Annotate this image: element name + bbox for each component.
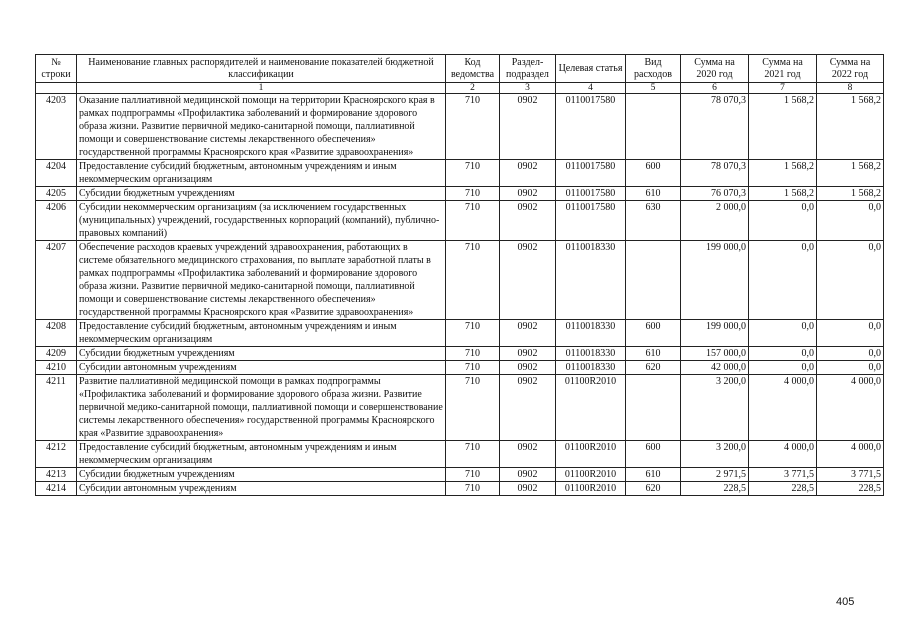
department-code-cell: 710	[446, 482, 500, 496]
header-name: Наименование главных распорядителей и наименование показателей бюджетной классификации	[77, 55, 446, 83]
expense-type-cell	[626, 375, 681, 441]
section-cell: 0902	[500, 94, 556, 160]
column-number	[36, 83, 77, 94]
section-cell: 0902	[500, 241, 556, 320]
department-code-cell: 710	[446, 201, 500, 241]
table-row	[36, 468, 884, 482]
table-row	[36, 320, 884, 347]
target-article-cell: 0110017580	[556, 94, 626, 160]
expense-type-cell: 600	[626, 160, 681, 187]
row-number-cell: 4204	[36, 160, 77, 187]
header-target-article: Целевая статья	[556, 55, 626, 83]
section-cell: 0902	[500, 441, 556, 468]
expense-type-cell: 620	[626, 482, 681, 496]
section-cell: 0902	[500, 160, 556, 187]
table-row	[36, 375, 884, 441]
section-cell: 0902	[500, 201, 556, 241]
row-number-cell: 4209	[36, 347, 77, 361]
section-cell: 0902	[500, 375, 556, 441]
table-body	[36, 83, 884, 496]
row-number-cell: 4205	[36, 187, 77, 201]
table-row	[36, 347, 884, 361]
sum-2021-cell: 0,0	[749, 347, 817, 361]
expense-type-cell: 600	[626, 320, 681, 347]
target-article-cell: 0110018330	[556, 241, 626, 320]
row-number-cell: 4212	[36, 441, 77, 468]
sum-2022-cell: 0,0	[817, 320, 884, 347]
target-article-cell: 0110018330	[556, 361, 626, 375]
row-number-cell: 4214	[36, 482, 77, 496]
header-department-code: Код ведомства	[446, 55, 500, 83]
row-number-cell: 4208	[36, 320, 77, 347]
sum-2022-cell: 4 000,0	[817, 441, 884, 468]
header-row	[36, 55, 884, 83]
department-code-cell: 710	[446, 187, 500, 201]
row-name-cell: Субсидии бюджетным учреждениям	[77, 187, 446, 201]
row-name-cell: Обеспечение расходов краевых учреждений здравоохранения, работающих в системе обязательного медицинского страхования, по выплате заработной платы в рамках подпрограммы «Профилактика заболеваний и формирование здорового образа жизни. Развитие первичной медико-санитарной помощи, паллиативной помощи и совершенствование системы лекарственного обеспечения» государственной программы Красноярского края «Развитие здравоохранения»	[77, 241, 446, 320]
column-number: 7	[749, 83, 817, 94]
sum-2022-cell: 0,0	[817, 201, 884, 241]
sum-2022-cell: 3 771,5	[817, 468, 884, 482]
table-row	[36, 482, 884, 496]
header-section: Раздел-подраздел	[500, 55, 556, 83]
department-code-cell: 710	[446, 347, 500, 361]
sum-2022-cell: 1 568,2	[817, 160, 884, 187]
sum-2021-cell: 1 568,2	[749, 94, 817, 160]
column-number: 8	[817, 83, 884, 94]
department-code-cell: 710	[446, 94, 500, 160]
department-code-cell: 710	[446, 320, 500, 347]
section-cell: 0902	[500, 361, 556, 375]
section-cell: 0902	[500, 482, 556, 496]
row-name-cell: Субсидии некоммерческим организациям (за исключением государственных (муниципальных) учреждений, государственных корпораций (компаний), публично-правовых компаний)	[77, 201, 446, 241]
row-name-cell: Субсидии бюджетным учреждениям	[77, 468, 446, 482]
sum-2020-cell: 2 971,5	[681, 468, 749, 482]
expense-type-cell: 630	[626, 201, 681, 241]
expense-type-cell: 610	[626, 187, 681, 201]
row-number-cell: 4206	[36, 201, 77, 241]
budget-table	[35, 54, 884, 496]
expense-type-cell: 610	[626, 468, 681, 482]
department-code-cell: 710	[446, 241, 500, 320]
sum-2021-cell: 228,5	[749, 482, 817, 496]
row-number-cell: 4203	[36, 94, 77, 160]
sum-2022-cell: 228,5	[817, 482, 884, 496]
expense-type-cell	[626, 241, 681, 320]
department-code-cell: 710	[446, 441, 500, 468]
expense-type-cell: 620	[626, 361, 681, 375]
sum-2022-cell: 1 568,2	[817, 94, 884, 160]
table-row	[36, 187, 884, 201]
column-number: 6	[681, 83, 749, 94]
target-article-cell: 01100R2010	[556, 482, 626, 496]
sum-2022-cell: 0,0	[817, 361, 884, 375]
target-article-cell: 0110018330	[556, 347, 626, 361]
sum-2020-cell: 42 000,0	[681, 361, 749, 375]
sum-2020-cell: 199 000,0	[681, 241, 749, 320]
sum-2021-cell: 4 000,0	[749, 375, 817, 441]
sum-2020-cell: 3 200,0	[681, 441, 749, 468]
row-name-cell: Оказание паллиативной медицинской помощи на территории Красноярского края в рамках подпрограммы «Профилактика заболеваний и формирование здорового образа жизни. Развитие первичной медико-санитарной помощи, паллиативной помощи и совершенствование системы лекарственного обеспечения» государственной программы Красноярского края «Развитие здравоохранения»	[77, 94, 446, 160]
table-row	[36, 241, 884, 320]
sum-2021-cell: 0,0	[749, 361, 817, 375]
department-code-cell: 710	[446, 361, 500, 375]
sum-2021-cell: 0,0	[749, 201, 817, 241]
row-name-cell: Субсидии автономным учреждениям	[77, 482, 446, 496]
target-article-cell: 01100R2010	[556, 375, 626, 441]
sum-2020-cell: 228,5	[681, 482, 749, 496]
column-number: 2	[446, 83, 500, 94]
sum-2022-cell: 4 000,0	[817, 375, 884, 441]
row-name-cell: Субсидии автономным учреждениям	[77, 361, 446, 375]
table-row	[36, 160, 884, 187]
department-code-cell: 710	[446, 375, 500, 441]
target-article-cell: 0110017580	[556, 201, 626, 241]
column-number: 1	[77, 83, 446, 94]
section-cell: 0902	[500, 187, 556, 201]
table-row	[36, 201, 884, 241]
row-number-cell: 4210	[36, 361, 77, 375]
sum-2020-cell: 3 200,0	[681, 375, 749, 441]
header-sum-2020: Сумма на 2020 год	[681, 55, 749, 83]
target-article-cell: 0110018330	[556, 320, 626, 347]
row-name-cell: Субсидии бюджетным учреждениям	[77, 347, 446, 361]
row-number-cell: 4207	[36, 241, 77, 320]
header-sum-2022: Сумма на 2022 год	[817, 55, 884, 83]
sum-2020-cell: 2 000,0	[681, 201, 749, 241]
expense-type-cell: 600	[626, 441, 681, 468]
header-row-number: № строки	[36, 55, 77, 83]
target-article-cell: 01100R2010	[556, 441, 626, 468]
row-name-cell: Предоставление субсидий бюджетным, автономным учреждениям и иным некоммерческим организациям	[77, 320, 446, 347]
row-number-cell: 4211	[36, 375, 77, 441]
sum-2020-cell: 78 070,3	[681, 94, 749, 160]
row-name-cell: Предоставление субсидий бюджетным, автономным учреждениям и иным некоммерческим организациям	[77, 441, 446, 468]
department-code-cell: 710	[446, 160, 500, 187]
section-cell: 0902	[500, 320, 556, 347]
section-cell: 0902	[500, 468, 556, 482]
page-number: 405	[836, 596, 855, 608]
target-article-cell: 0110017580	[556, 187, 626, 201]
sum-2020-cell: 78 070,3	[681, 160, 749, 187]
table-row	[36, 94, 884, 160]
target-article-cell: 0110017580	[556, 160, 626, 187]
sum-2021-cell: 1 568,2	[749, 187, 817, 201]
column-number: 3	[500, 83, 556, 94]
sum-2020-cell: 157 000,0	[681, 347, 749, 361]
target-article-cell: 01100R2010	[556, 468, 626, 482]
section-cell: 0902	[500, 347, 556, 361]
row-name-cell: Развитие паллиативной медицинской помощи в рамках подпрограммы «Профилактика заболеваний и формирование здорового образа жизни. Развитие первичной медико-санитарной помощи, паллиативной помощи и совершенствование системы лекарственного обеспечения» государственной программы Красноярского края «Развитие здравоохранения»	[77, 375, 446, 441]
sum-2021-cell: 4 000,0	[749, 441, 817, 468]
header-expense-type: Вид расходов	[626, 55, 681, 83]
column-number: 4	[556, 83, 626, 94]
sum-2022-cell: 1 568,2	[817, 187, 884, 201]
sum-2020-cell: 199 000,0	[681, 320, 749, 347]
sum-2021-cell: 1 568,2	[749, 160, 817, 187]
sum-2021-cell: 3 771,5	[749, 468, 817, 482]
column-number-row	[36, 83, 884, 94]
department-code-cell: 710	[446, 468, 500, 482]
sum-2021-cell: 0,0	[749, 320, 817, 347]
row-name-cell: Предоставление субсидий бюджетным, автономным учреждениям и иным некоммерческим организациям	[77, 160, 446, 187]
row-number-cell: 4213	[36, 468, 77, 482]
table-row	[36, 441, 884, 468]
sum-2022-cell: 0,0	[817, 347, 884, 361]
column-number: 5	[626, 83, 681, 94]
header-sum-2021: Сумма на 2021 год	[749, 55, 817, 83]
sum-2021-cell: 0,0	[749, 241, 817, 320]
table-row	[36, 361, 884, 375]
sum-2020-cell: 76 070,3	[681, 187, 749, 201]
expense-type-cell	[626, 94, 681, 160]
expense-type-cell: 610	[626, 347, 681, 361]
sum-2022-cell: 0,0	[817, 241, 884, 320]
